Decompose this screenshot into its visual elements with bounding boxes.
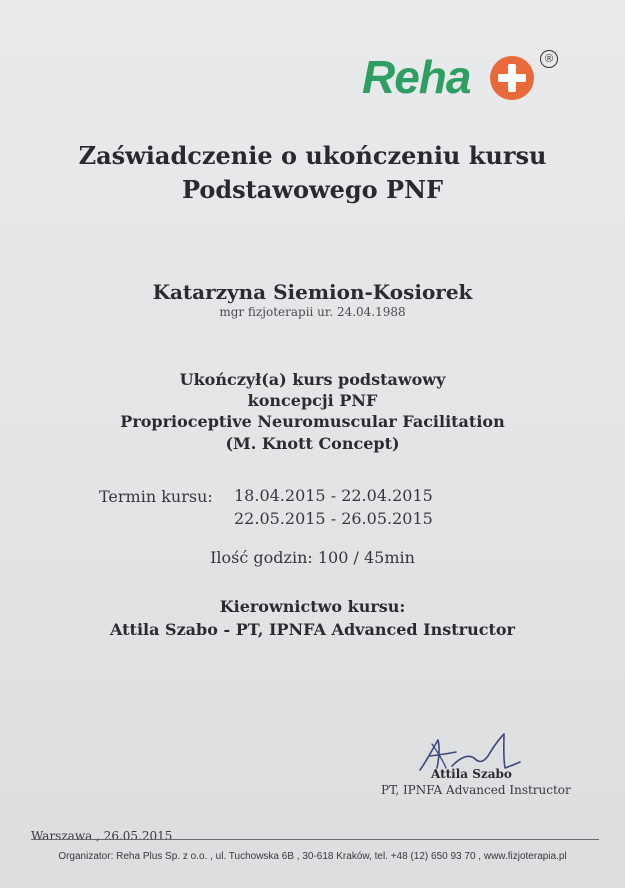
signer-name: Attila Szabo [431,767,512,781]
course-line2: koncepcji PNF [247,391,378,410]
term-date-1: 18.04.2015 - 22.04.2015 [234,486,433,505]
plus-cross-icon [490,56,534,100]
course-line4: (M. Knott Concept) [225,434,400,453]
term-date-2: 22.05.2015 - 26.05.2015 [234,509,433,528]
course-hours: Ilość godzin: 100 / 45min [210,548,415,567]
footer-divider [31,839,599,840]
registered-trademark-icon: ® [540,50,558,68]
certificate-title-line2: Podstawowego PNF [181,175,444,204]
course-line3: Proprioceptive Neuromuscular Facilitation [120,412,505,431]
course-line1: Ukończył(a) kurs podstawowy [179,370,446,389]
logo-wordmark: Reha [362,51,471,103]
certificate-title-line1: Zaświadczenie o ukończeniu kursu [78,141,547,170]
signer-role: PT, IPNFA Advanced Instructor [381,783,571,797]
term-label: Termin kursu: [99,487,213,506]
recipient-name: Katarzyna Siemion-Kosiorek [152,280,473,304]
place-and-date: Warszawa , 26.05.2015 [31,829,173,843]
direction-person: Attila Szabo - PT, IPNFA Advanced Instructor [110,620,515,639]
direction-label: Kierownictwo kursu: [219,597,406,616]
recipient-details: mgr fizjoterapii ur. 24.04.1988 [219,305,406,319]
organizer-footer: Organizator: Reha Plus Sp. z o.o. , ul. Tuchowska 6B , 30-618 Kraków, tel. +48 (12) 650 93 70 , www.fizjoterapia.pl [58,851,567,862]
reha-plus-logo [362,48,562,108]
